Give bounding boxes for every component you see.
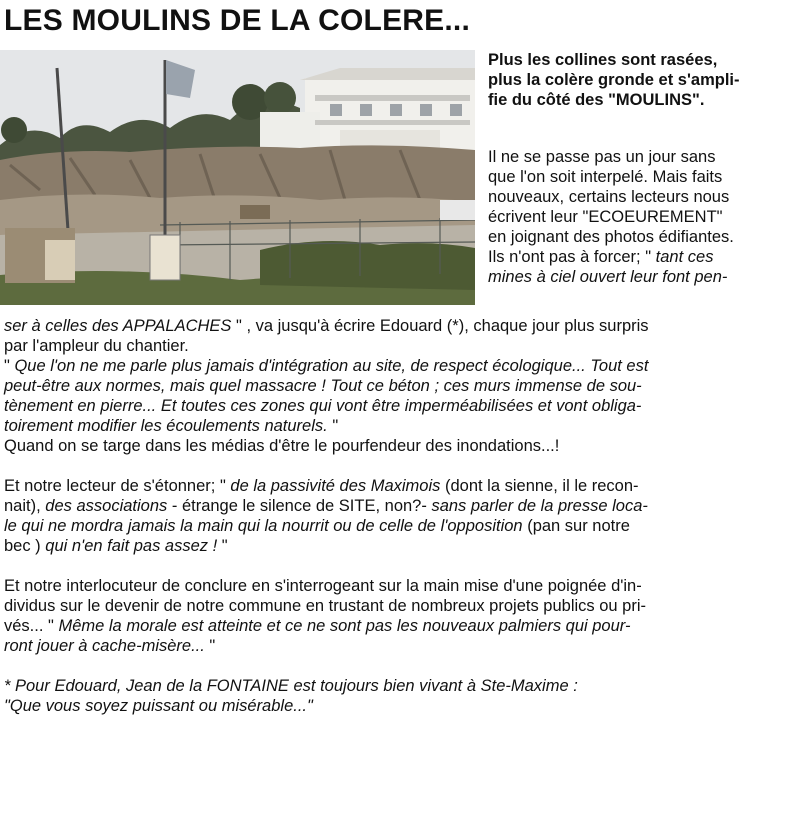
text-run: Et notre lecteur de s'étonner; " [4, 477, 231, 495]
text-line [4, 476, 800, 496]
italic-quote-run: le qui ne mordra jamais la main qui la nourrit ou de celle de l'opposition [4, 517, 523, 535]
photo-sign [150, 235, 180, 280]
text-run: vés... " [4, 617, 59, 635]
text-run: " [4, 357, 15, 375]
text-run: " , va jusqu'à écrire Edouard (*), chaque jour plus surpris [231, 317, 649, 335]
text-line: que l'on soit interpelé. Mais faits [488, 168, 723, 186]
intro-paragraph [488, 147, 798, 287]
text-run: - étrange le silence de SITE, non?- [167, 497, 432, 515]
italic-quote-run: ront jouer à cache-misère... [4, 637, 205, 655]
lead-line: Plus les collines sont rasées, [488, 51, 718, 69]
text-line [4, 416, 800, 436]
text-line [4, 316, 800, 336]
text-run: bec ) [4, 537, 46, 555]
italic-quote-line: peut-être aux normes, mais quel massacre ! Tout ce béton ; ces murs immense de sou- [4, 377, 642, 395]
text-line: Il ne se passe pas un jour sans [488, 148, 716, 166]
text-line [4, 536, 800, 556]
footnote-line: * Pour Edouard, Jean de la FONTAINE est toujours bien vivant à Ste-Maxime : [4, 677, 578, 695]
italic-quote-line: mines à ciel ouvert leur font pen- [488, 268, 728, 286]
text-line [4, 516, 800, 536]
italic-quote-run: Que l'on ne me parle plus jamais d'intégration au site, de respect écologique... Tout est [14, 357, 649, 375]
italic-quote-run: des associations [45, 497, 168, 515]
text-line: Et notre interlocuteur de conclure en s'interrogeant sur la main mise d'une poignée d'in- [4, 577, 642, 595]
paragraph-gap [4, 456, 800, 476]
text-line: dividus sur le devenir de notre commune en trustant de nombreux projets publics ou pri- [4, 597, 647, 615]
italic-quote-run: sans parler de la presse loca- [431, 497, 648, 515]
text-line: nouveaux, certains lecteurs nous [488, 188, 730, 206]
footnote-line: "Que vous soyez puissant ou misérable..." [4, 697, 313, 715]
text-line [488, 247, 798, 267]
lead-line: plus la colère gronde et s'ampli- [488, 71, 740, 89]
lead-paragraph [488, 50, 798, 110]
text-line [4, 356, 800, 376]
text-run: (pan sur notre [522, 517, 630, 535]
text-line: écrivent leur "ECOEUREMENT" [488, 208, 723, 226]
paragraph-gap [4, 556, 800, 576]
text-line: par l'ampleur du chantier. [4, 337, 189, 355]
text-line: en joignant des photos édifiantes. [488, 228, 734, 246]
italic-quote-line: tènement en pierre... Et toutes ces zones qui vont être imperméabilisées et vont obliga- [4, 397, 642, 415]
text-run: Ils n'ont pas à forcer; " [488, 248, 656, 266]
text-line [4, 636, 800, 656]
construction-site-photo [0, 50, 475, 305]
italic-quote-run: tant ces [655, 248, 714, 266]
lead-line: fie du côté des "MOULINS". [488, 91, 705, 109]
italic-quote-run: Même la morale est atteinte et ce ne sont pas les nouveaux palmiers qui pour- [58, 617, 631, 635]
article-title: LES MOULINS DE LA COLERE... [4, 4, 470, 37]
italic-quote-run: ser à celles des APPALACHES [4, 317, 232, 335]
paragraph-gap [4, 656, 800, 676]
italic-quote-run: toirement modifier les écoulements naturels. [4, 417, 328, 435]
italic-quote-run: qui n'en fait pas assez ! [45, 537, 218, 555]
italic-quote-run: de la passivité des Maximois [230, 477, 441, 495]
text-line: Quand on se targe dans les médias d'être le pourfendeur des inondations...! [4, 437, 560, 455]
text-line [4, 616, 800, 636]
text-run: " [204, 637, 216, 655]
text-run: " [217, 537, 228, 555]
text-run: nait), [4, 497, 46, 515]
text-run: " [327, 417, 339, 435]
text-line [4, 496, 800, 516]
article-body [4, 316, 800, 716]
text-run: (dont la sienne, il le recon- [440, 477, 639, 495]
